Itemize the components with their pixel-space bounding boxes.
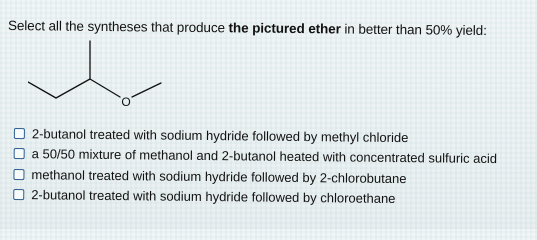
- question-emphasis: the pictured ether: [228, 20, 341, 37]
- option-2-label: a 50/50 mixture of methanol and 2-butanol heated with concentrated sulfuric acid: [31, 146, 498, 167]
- bond-c1-c2: [28, 82, 56, 98]
- option-1-checkbox[interactable]: [14, 128, 25, 139]
- option-4-label: 2-butanol treated with sodium hydride followed by chloroethane: [31, 187, 396, 207]
- bond-c3-o: [90, 79, 120, 97]
- question-suffix: in better than 50% yield:: [340, 21, 487, 39]
- answer-options: [13, 123, 497, 210]
- question-prefix: Select all the syntheses that produce: [7, 18, 229, 36]
- bond-c2-c3: [56, 79, 90, 98]
- option-3-checkbox[interactable]: [13, 169, 24, 180]
- bond-o-ch3: [132, 83, 161, 97]
- oxygen-atom-label: O: [121, 95, 131, 109]
- option-1-label: 2-butanol treated with sodium hydride followed by methyl chloride: [31, 125, 409, 145]
- option-3-label: methanol treated with sodium hydride followed by 2-chlorobutane: [31, 166, 407, 186]
- option-2-checkbox[interactable]: [14, 148, 25, 159]
- ether-structure-image: [28, 34, 168, 114]
- option-4-checkbox[interactable]: [13, 189, 24, 200]
- option-4[interactable]: [13, 184, 497, 210]
